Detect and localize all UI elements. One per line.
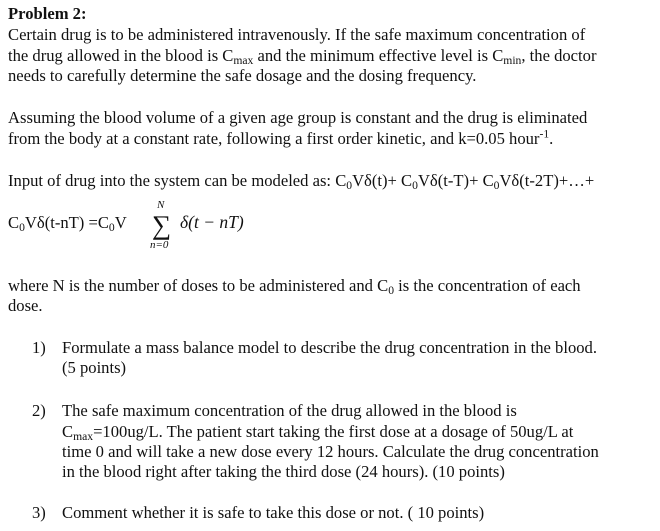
sigma-glyph: ∑ <box>152 210 172 240</box>
question-2-number: 2) <box>32 401 46 420</box>
summation-expression: δ(t − nT) <box>180 212 244 232</box>
intro-line-3: needs to carefully determine the safe dosage and the dosing frequency. <box>8 66 477 85</box>
cmax-subscript: max <box>233 53 254 67</box>
c0-subscript: 0 <box>108 220 115 234</box>
question-1-line-2: (5 points) <box>62 358 127 377</box>
question-3-line-1: Comment whether it is safe to take this dose or not. ( 10 points) <box>62 503 485 522</box>
input-text: Input of drug into the system can be modeled as: C <box>8 171 347 190</box>
question-1-number: 1) <box>32 338 46 357</box>
c0-subscript: 0 <box>412 178 418 192</box>
assume-text: from the body at a constant rate, following a first order kinetic, and k=0.05 hour <box>8 129 540 148</box>
where-line-1 <box>8 276 581 296</box>
rate-exponent: -1 <box>539 127 550 141</box>
question-3-number: 3) <box>32 503 46 522</box>
question-2-text: C <box>62 422 74 441</box>
summation-symbol <box>150 199 178 251</box>
input-text: C <box>8 213 20 232</box>
where-text: where N is the number of doses to be administered and C <box>8 276 389 295</box>
input-model-line-2 <box>8 213 127 233</box>
problem-title: Problem 2: <box>8 4 87 23</box>
intro-text: , the doctor <box>521 46 597 65</box>
summation-lower-limit: n=0 <box>150 239 169 251</box>
where-text: is the concentration of each <box>394 276 581 295</box>
input-text: V <box>114 213 127 232</box>
input-text: Vδ(t-2T)+…+ <box>499 171 595 190</box>
question-2-line-2 <box>62 422 573 442</box>
question-2-text: =100ug/L. The patient start taking the first dose at a dosage of 50ug/L at <box>93 422 574 441</box>
assume-line-1: Assuming the blood volume of a given age group is constant and the drug is eliminated <box>8 108 588 127</box>
question-2-line-1: The safe maximum concentration of the drug allowed in the blood is <box>62 401 517 420</box>
question-2-line-3: time 0 and will take a new dose every 12 hours. Calculate the drug concentration <box>62 442 599 461</box>
input-text: Vδ(t)+ C <box>352 171 413 190</box>
question-1-line-1: Formulate a mass balance model to describe the drug concentration in the blood. <box>62 338 597 357</box>
c0-subscript: 0 <box>19 220 25 234</box>
input-model-line <box>8 171 594 191</box>
input-text: Vδ(t-nT) =C <box>24 213 109 232</box>
input-text: Vδ(t-T)+ C <box>417 171 494 190</box>
cmin-subscript: min <box>503 53 522 67</box>
c0-subscript: 0 <box>388 283 394 297</box>
intro-text: and the minimum effective level is C <box>253 46 504 65</box>
cmax-subscript: max <box>73 429 94 443</box>
c0-subscript: 0 <box>493 178 500 192</box>
intro-line-2 <box>8 46 596 66</box>
intro-text: the drug allowed in the blood is C <box>8 46 234 65</box>
assume-text: . <box>549 129 554 148</box>
assume-line-2 <box>8 129 553 149</box>
summation-upper-limit: N <box>157 199 165 211</box>
question-2-line-4: in the blood right after taking the third dose (24 hours). (10 points) <box>62 462 505 481</box>
c0-subscript: 0 <box>346 178 353 192</box>
intro-line-1: Certain drug is to be administered intravenously. If the safe maximum concentration of <box>8 25 586 44</box>
where-line-2: dose. <box>8 296 43 315</box>
